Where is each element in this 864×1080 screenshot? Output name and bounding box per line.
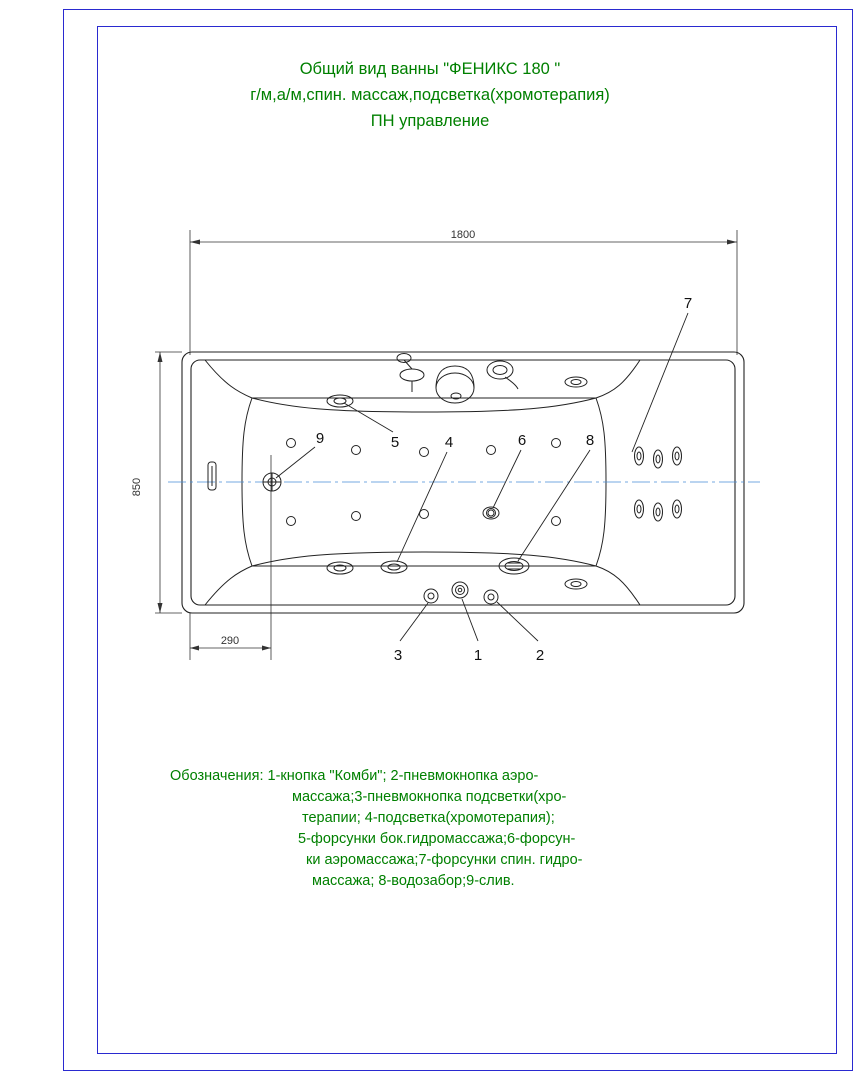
legend-line-6: массажа; 8-водозабор;9-слив. (312, 873, 515, 889)
title-line-1: Общий вид ванны "ФЕНИКС 180 " (299, 60, 561, 78)
callout-9: 9 (315, 430, 325, 447)
legend-line-2: массажа;3-пневмокнопка подсветки(хро- (292, 789, 567, 805)
dimension-height-label: 850 (131, 477, 143, 497)
callout-1: 1 (473, 647, 483, 664)
faucet-assembly (397, 354, 518, 404)
dimension-height (155, 352, 182, 613)
callout-5: 5 (390, 434, 400, 451)
dimension-offset (190, 455, 271, 660)
legend-line-1: Обозначения: 1-кнопка "Комби"; 2-пневмокнопка аэро- (170, 768, 539, 784)
callout-3: 3 (393, 647, 403, 664)
side-hydro-jets-lower (327, 561, 587, 589)
callout-2: 2 (535, 647, 545, 664)
title-line-2: г/м,а/м,спин. массаж,подсветка(хромотерапия) (250, 86, 610, 104)
legend (170, 766, 690, 892)
legend-line-5: ки аэромассажа;7-форсунки спин. гидро- (306, 852, 583, 868)
side-handle (208, 462, 216, 490)
dimension-width (190, 230, 737, 355)
control-buttons (424, 582, 498, 604)
leader-lines (276, 313, 688, 641)
callout-6: 6 (517, 432, 527, 449)
callout-8: 8 (585, 432, 595, 449)
dimension-offset-label: 290 (220, 635, 240, 647)
legend-line-3: терапии; 4-подсветка(хромотерапия); (302, 810, 555, 826)
back-hydro-jets (635, 447, 682, 521)
legend-line-4: 5-форсунки бок.гидромассажа;6-форсун- (298, 831, 576, 847)
dimension-width-label: 1800 (450, 229, 476, 241)
title-line-3: ПН управление (370, 112, 490, 130)
callout-7: 7 (683, 295, 693, 312)
callout-4: 4 (444, 434, 454, 451)
